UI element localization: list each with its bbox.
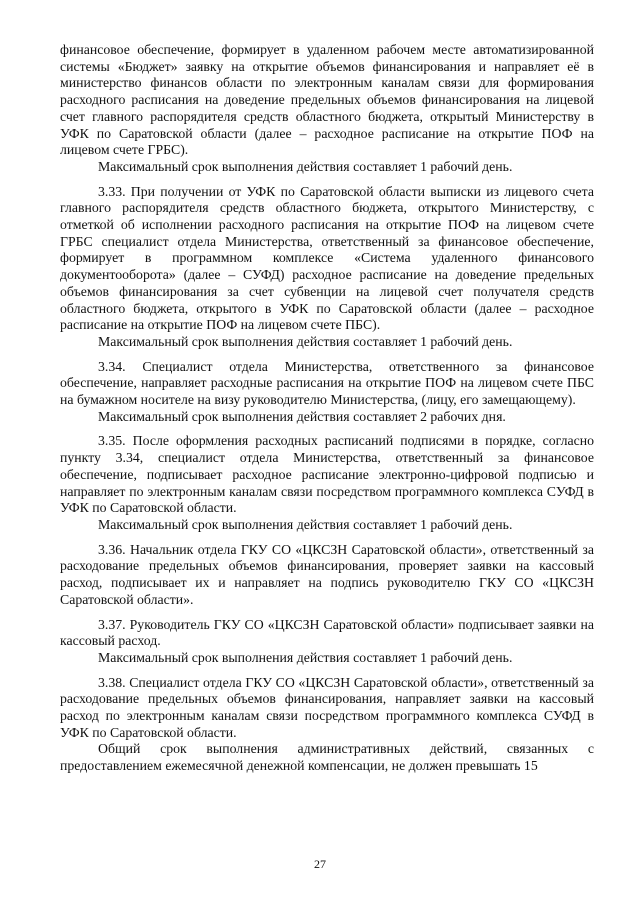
paragraph-deadline: Максимальный срок выполнения действия составляет 1 рабочий день. — [98, 649, 513, 665]
paragraph-3-34: 3.34. Специалист отдела Министерства, ответственного за финансовое обеспечение, направляет расходные расписания на открытие ПОФ на лицевом счете ПБС на бумажном носителе на визу руководителю Министерства, (лицу, его замещающему). — [60, 358, 594, 408]
paragraph-3-33: 3.33. При получении от УФК по Саратовской области выписки из лицевого счета главного распорядителя средств областного бюджета, открытого Министерству, с отметкой об исполнении расходного расписания на открытие ПОФ на лицевом счете ГРБС специалист отдела Министерства, ответственный за финансовое обеспечение, формирует в программном комплексе «Система удаленного финансового документооборота» (далее – СУФД) расходное расписание на доведение предельных объемов финансирования за счет субвенции на лицевой счет получателя средств областного бюджета, открытого в УФК по Саратовской области (далее – расходное расписание на открытие ПОФ на лицевом счете ПБС). — [60, 183, 594, 333]
paragraph-total-deadline: Общий срок выполнения административных действий, связанных с предоставлением ежемесячной денежной компенсации, не должен превышать 15 — [60, 741, 594, 774]
page-number: 27 — [314, 857, 326, 871]
paragraph-deadline: Максимальный срок выполнения действия составляет 1 рабочий день. — [98, 516, 513, 532]
paragraph-3-38: 3.38. Специалист отдела ГКУ СО «ЦКСЗН Саратовской области», ответственный за расходование предельных объемов финансирования, направляет заявки на кассовый расход по электронным каналам связи посредством программного комплекса СУФД в УФК по Саратовской области. — [60, 674, 594, 740]
paragraph-3-37: 3.37. Руководитель ГКУ СО «ЦКСЗН Саратовской области» подписывает заявки на кассовый расход. — [60, 616, 594, 649]
document-body — [60, 42, 594, 775]
paragraph-continuation: финансовое обеспечение, формирует в удаленном рабочем месте автоматизированной системы «Бюджет» заявку на открытие объемов финансирования и направляет её в министерство финансов области по электронным каналам связи для формирования расходного расписания на доведение предельных объемов финансирования на лицевой счет главного распорядителя средств областного бюджета, открытый Министерству в УФК по Саратовской области (далее – расходное расписание на открытие ПОФ на лицевом счете ГРБС). — [60, 42, 594, 158]
paragraph-3-35: 3.35. После оформления расходных расписаний подписями в порядке, согласно пункту 3.34, специалист отдела Министерства, ответственный за финансовое обеспечение, подписывает расходное расписание электронно-цифровой подписью и направляет по электронным каналам связи посредством программного комплекса СУФД в УФК по Саратовской области. — [60, 433, 594, 516]
paragraph-deadline: Максимальный срок выполнения действия составляет 1 рабочий день. — [98, 333, 513, 349]
paragraph-deadline: Максимальный срок выполнения действия составляет 1 рабочий день. — [98, 158, 513, 174]
paragraph-deadline: Максимальный срок выполнения действия составляет 2 рабочих дня. — [98, 408, 506, 424]
paragraph-3-36: 3.36. Начальник отдела ГКУ СО «ЦКСЗН Саратовской области», ответственный за расходование предельных объемов финансирования, проверяет заявки на кассовый расход, подписывает их и направляет на подпись руководителю ГКУ СО «ЦКСЗН Саратовской области». — [60, 541, 594, 607]
